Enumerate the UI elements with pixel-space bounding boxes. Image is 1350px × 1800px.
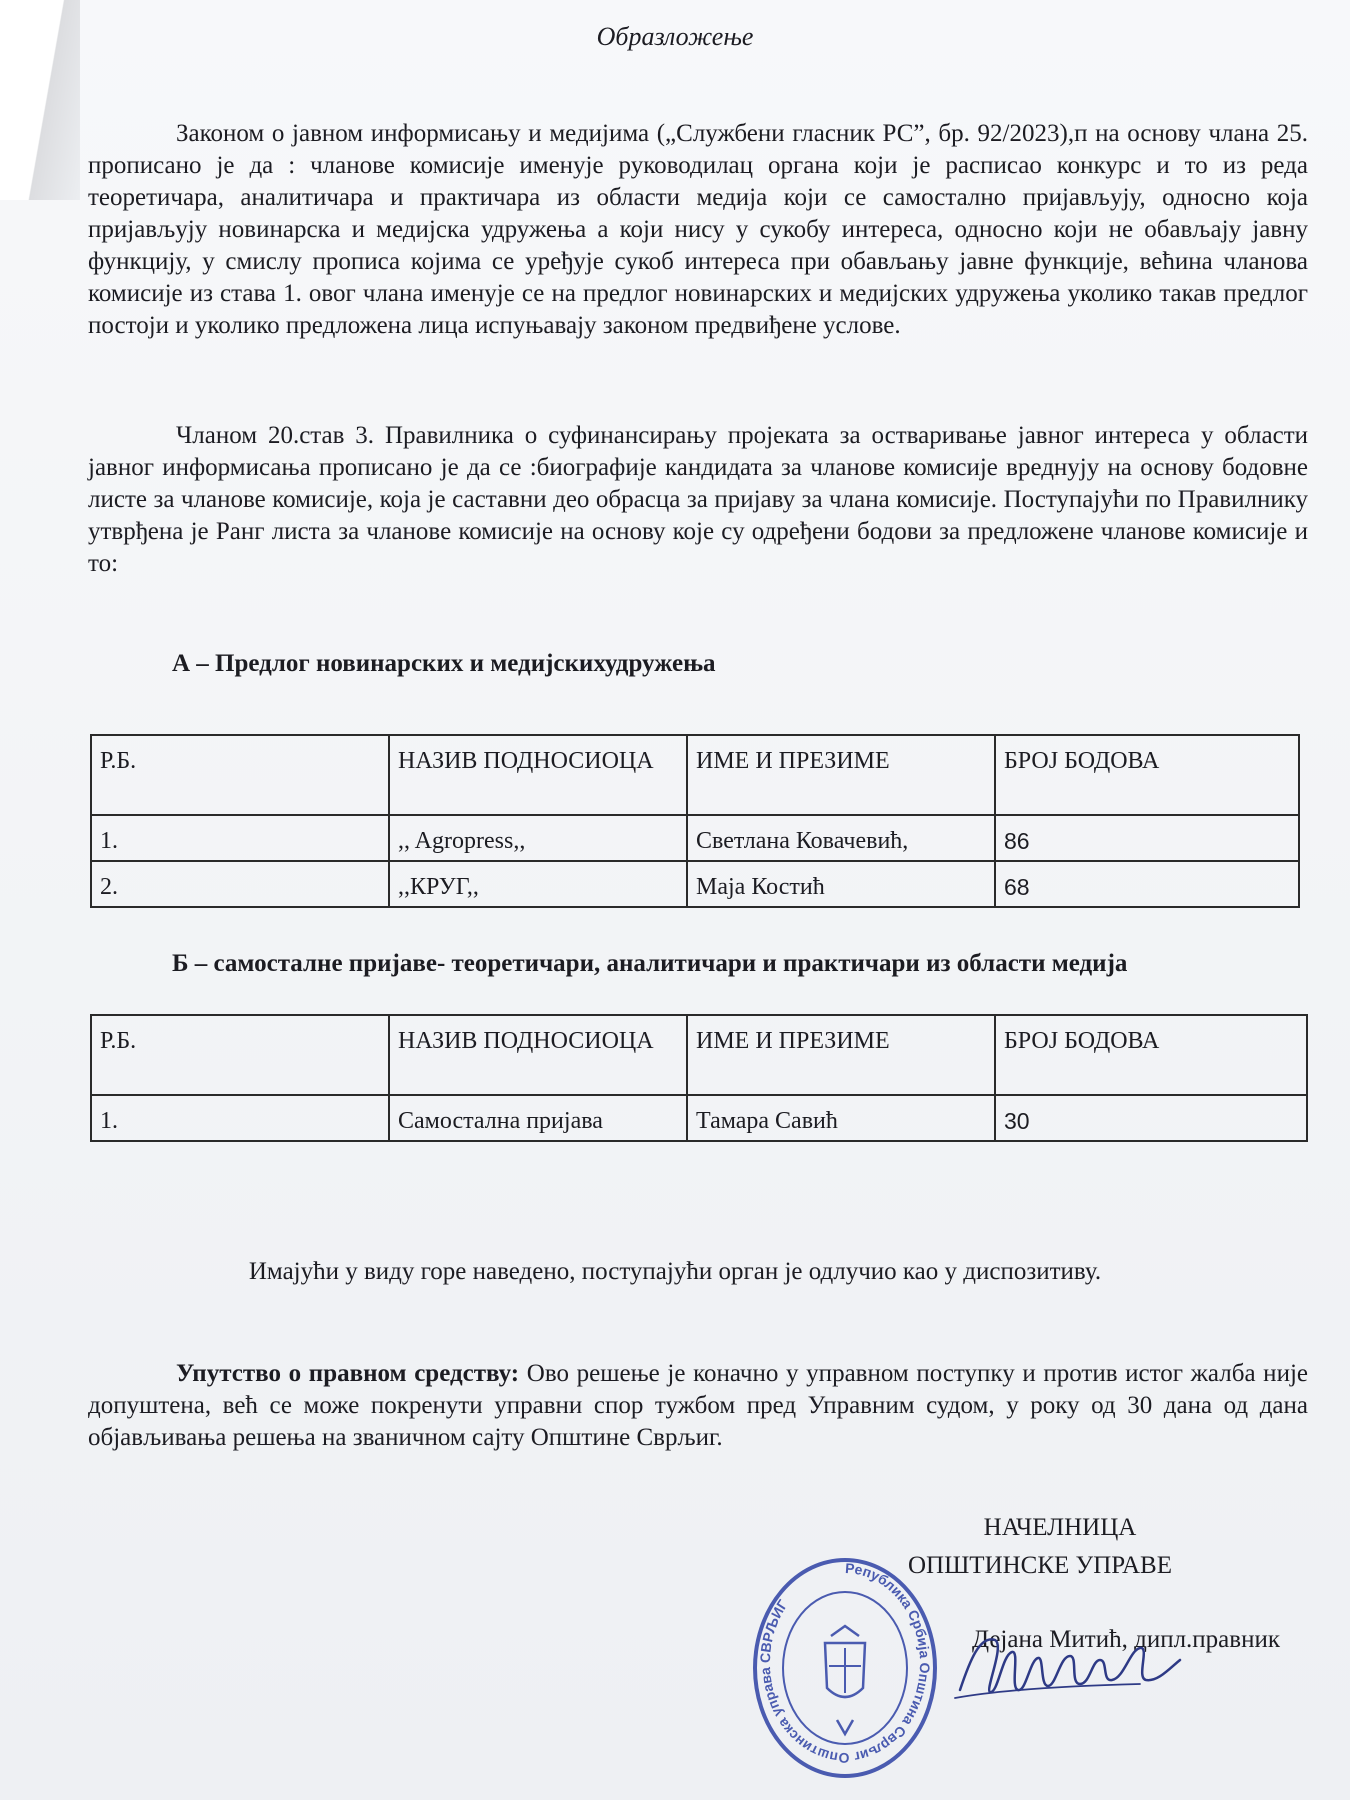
- cell-naziv: Самостална пријава: [389, 1095, 687, 1141]
- header-bodovi: БРОЈ БОДОВА: [995, 1015, 1307, 1095]
- cell-ime: Маја Костић: [687, 861, 995, 907]
- cell-rb: 1.: [91, 1095, 389, 1141]
- cell-naziv: ,, Agropress,,: [389, 815, 687, 861]
- stamp-text: Република Србија Општина Сврљиг Општинска управа СВРЉИГ: [756, 1559, 934, 1767]
- header-rb: Р.Б.: [91, 735, 389, 815]
- table-a: [90, 734, 1300, 908]
- cell-bodovi: 30: [995, 1095, 1307, 1141]
- cell-rb: 2.: [91, 861, 389, 907]
- header-ime: ИМЕ И ПРЕЗИМЕ: [687, 1015, 995, 1095]
- table-b: [90, 1014, 1308, 1142]
- conclusion-text: Имајући у виду горе наведено, поступајући орган је одлучио као у диспозитиву.: [248, 1258, 1102, 1285]
- legal-remedy-paragraph: [88, 1358, 1308, 1454]
- header-ime: ИМЕ И ПРЕЗИМЕ: [687, 735, 995, 815]
- table-row: [91, 861, 1299, 907]
- official-stamp: [745, 1548, 945, 1788]
- table-row: [91, 1095, 1307, 1141]
- cell-bodovi: 86: [995, 815, 1299, 861]
- header-bodovi: БРОЈ БОДОВА: [995, 735, 1299, 815]
- signature-title-2: ОПШТИНСКЕ УПРАВЕ: [907, 1552, 1173, 1579]
- section-b-title: Б – самосталне пријаве- теоретичари, аналитичари и практичари из области медија: [172, 950, 1128, 977]
- legal-remedy-label: Упутство о правном средству:: [176, 1360, 520, 1387]
- signature-name: Дејана Митић, дипл.правник: [971, 1626, 1280, 1653]
- cell-ime: Тамара Савић: [687, 1095, 995, 1141]
- table-header-row: [91, 1015, 1307, 1095]
- table-row: [91, 815, 1299, 861]
- paragraph-law-reference: Законом о јавном информисању и медијима („Службени гласник РС”, бр. 92/2023),п на основу члана 25. прописано је да : чланове комисије именује руководилац органа који је расписао конкурс и то из реда теоретичара, аналитичара и практичара из области медија који се самостално пријављују, односно која пријављују новинарска и медијска удружења а који нису у сукобу интереса, односно који не обављају јавну функцију, у смислу прописа којима се уређује сукоб интереса при обављању јавне функције, већина чланова комисије из става 1. овог члана именује се на предлог новинарских и медијских удружења уколико такав предлог постоји и уколико предложена лица испуњавају законом предвиђене услове.: [88, 120, 1308, 339]
- header-rb: Р.Б.: [91, 1015, 389, 1095]
- cell-ime: Светлана Ковачевић,: [687, 815, 995, 861]
- cell-bodovi: 68: [995, 861, 1299, 907]
- cell-naziv: ,,КРУГ,,: [389, 861, 687, 907]
- table-header-row: [91, 735, 1299, 815]
- cell-rb: 1.: [91, 815, 389, 861]
- header-naziv: НАЗИВ ПОДНОСИОЦА: [389, 1015, 687, 1095]
- section-a-title: А – Предлог новинарских и медијскихудружења: [172, 650, 716, 677]
- paragraph-rulebook-reference: Чланом 20.став 3. Правилника о суфинансирању пројеката за остваривање јавног интереса у области јавног информисања прописано је да се :биографије кандидата за чланове комисије вреднују на основу бодовне листе за чланове комисије, која је саставни део обрасца за пријаву за члана комисије. Поступајући по Правилнику утврђена је Ранг листа за чланове комисије на основу које су одређени бодови за предложене чланове комисије и то:: [88, 422, 1308, 577]
- handwritten-signature: [940, 1620, 1200, 1710]
- signature-title-1: НАЧЕЛНИЦА: [983, 1514, 1137, 1541]
- legal-remedy-text: Ово решење је коначно у управном поступку и против истог жалба није допуштена, већ се може покренути управни спор тужбом пред Управним судом, у року од 30 дана од дана објављивања решења на званичном сајту Општине Сврљиг.: [88, 1360, 1308, 1451]
- header-naziv: НАЗИВ ПОДНОСИОЦА: [389, 735, 687, 815]
- document-title: Образложење: [596, 22, 754, 51]
